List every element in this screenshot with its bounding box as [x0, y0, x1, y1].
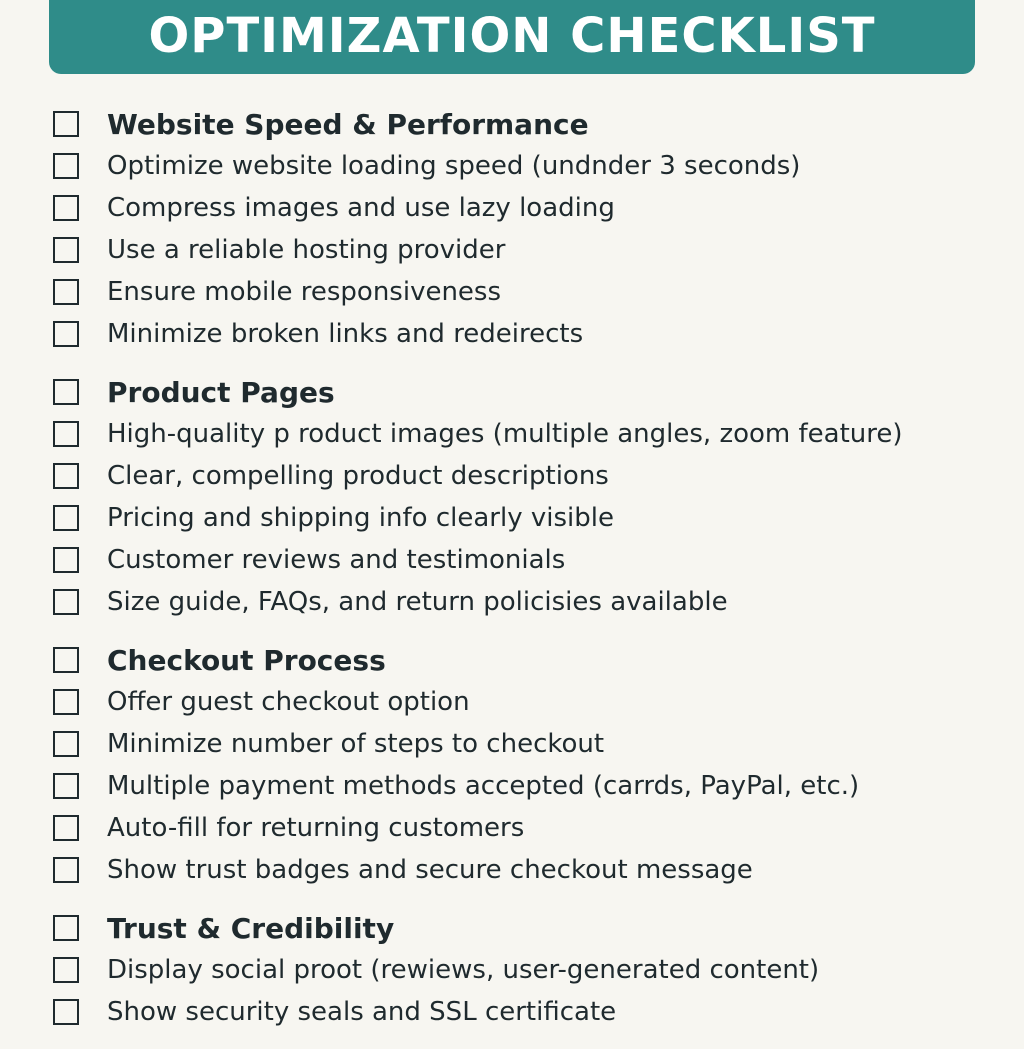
item-checkbox[interactable]: [53, 773, 79, 799]
item-label: High-quality p roduct images (multiple angles, zoom feature): [107, 419, 903, 449]
item-label: Display social proot (rewiews, user-generated content): [107, 955, 820, 985]
section-product-pages: [53, 371, 993, 623]
item-label: Minimize broken links and redeirects: [107, 319, 584, 349]
item-checkbox[interactable]: [53, 195, 79, 221]
item-checkbox[interactable]: [53, 589, 79, 615]
section-checkbox[interactable]: [53, 379, 79, 405]
item-label: Multiple payment methods accepted (carrds, PayPal, etc.): [107, 771, 860, 801]
item-checkbox[interactable]: [53, 999, 79, 1025]
checklist-item: [53, 229, 993, 271]
page-title: OPTIMIZATION CHECKLIST: [148, 8, 876, 64]
title-banner: [49, 0, 975, 74]
item-checkbox[interactable]: [53, 505, 79, 531]
checklist-item: [53, 581, 993, 623]
checklist-item: [53, 271, 993, 313]
item-checkbox[interactable]: [53, 689, 79, 715]
item-label: Pricing and shipping info clearly visible: [107, 503, 614, 533]
checklist: [53, 103, 993, 1049]
checklist-item: [53, 539, 993, 581]
item-label: Use a reliable hosting provider: [107, 235, 506, 265]
item-label: Customer reviews and testimonials: [107, 545, 566, 575]
section-trust-credibility: [53, 907, 993, 1033]
checklist-item: [53, 991, 993, 1033]
section-heading-row: [53, 371, 993, 413]
item-label: Clear, compelling product descriptions: [107, 461, 609, 491]
item-checkbox[interactable]: [53, 957, 79, 983]
checklist-item: [53, 681, 993, 723]
section-checkbox[interactable]: [53, 647, 79, 673]
section-heading-row: [53, 907, 993, 949]
section-checkout-process: [53, 639, 993, 891]
item-label: Offer guest checkout option: [107, 687, 470, 717]
section-heading: Website Speed & Performance: [107, 107, 589, 141]
checklist-item: [53, 497, 993, 539]
item-checkbox[interactable]: [53, 731, 79, 757]
item-checkbox[interactable]: [53, 153, 79, 179]
item-checkbox[interactable]: [53, 463, 79, 489]
item-checkbox[interactable]: [53, 421, 79, 447]
section-heading-row: [53, 103, 993, 145]
checklist-item: [53, 455, 993, 497]
section-heading-row: [53, 639, 993, 681]
section-checkbox[interactable]: [53, 915, 79, 941]
item-label: Ensure mobile responsiveness: [107, 277, 502, 307]
checklist-item: [53, 807, 993, 849]
item-label: Minimize number of steps to checkout: [107, 729, 605, 759]
section-checkbox[interactable]: [53, 111, 79, 137]
section-website-speed: [53, 103, 993, 355]
checklist-item: [53, 413, 993, 455]
item-label: Show security seals and SSL certificate: [107, 997, 617, 1027]
item-checkbox[interactable]: [53, 857, 79, 883]
item-checkbox[interactable]: [53, 237, 79, 263]
checklist-item: [53, 849, 993, 891]
item-label: Size guide, FAQs, and return policisies available: [107, 587, 728, 617]
section-heading: Checkout Process: [107, 643, 386, 677]
item-label: Optimize website loading speed (undnder 3 seconds): [107, 151, 801, 181]
item-checkbox[interactable]: [53, 815, 79, 841]
section-heading: Trust & Credibility: [107, 911, 395, 945]
checklist-item: [53, 187, 993, 229]
checklist-item: [53, 765, 993, 807]
item-checkbox[interactable]: [53, 321, 79, 347]
section-heading: Product Pages: [107, 375, 335, 409]
item-label: Auto-fill for returning customers: [107, 813, 525, 843]
item-label: Compress images and use lazy loading: [107, 193, 615, 223]
item-checkbox[interactable]: [53, 279, 79, 305]
checklist-item: [53, 949, 993, 991]
checklist-item: [53, 145, 993, 187]
item-checkbox[interactable]: [53, 547, 79, 573]
checklist-item: [53, 723, 993, 765]
checklist-item: [53, 313, 993, 355]
item-label: Show trust badges and secure checkout message: [107, 855, 753, 885]
